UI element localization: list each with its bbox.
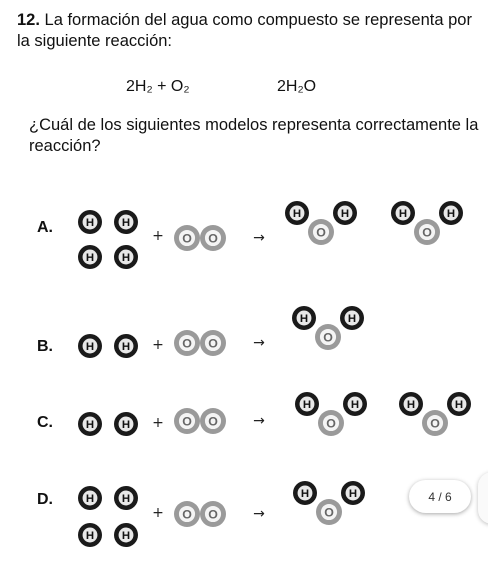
question-prompt: ¿Cuál de los siguientes modelos representa correctamente la reacción?	[29, 116, 479, 155]
atom-label: H	[121, 529, 131, 542]
atom-label: H	[121, 251, 131, 264]
oxygen-atom	[174, 501, 200, 527]
hydrogen-atom	[293, 481, 317, 505]
atom-label: O	[208, 336, 218, 351]
atom-label: H	[121, 418, 131, 431]
hydrogen-atom	[285, 201, 309, 225]
hydrogen-atom	[399, 392, 423, 416]
atom-label: H	[300, 487, 310, 500]
plus-symbol: +	[152, 228, 164, 244]
atom-label: O	[316, 225, 326, 240]
equation-products: 2H₂O	[277, 78, 317, 95]
hydrogen-atom	[343, 392, 367, 416]
oxygen-atom	[200, 330, 226, 356]
hydrogen-atom	[292, 306, 316, 330]
hydrogen-atom	[114, 486, 138, 510]
atom-label: O	[430, 416, 440, 431]
atom-label: O	[326, 416, 336, 431]
hydrogen-atom	[78, 210, 102, 234]
hydrogen-atom	[295, 392, 319, 416]
plus-symbol: +	[152, 415, 164, 431]
oxygen-atom	[422, 410, 448, 436]
atom-label: O	[422, 225, 432, 240]
plus-symbol: +	[152, 505, 164, 521]
plus-symbol: +	[152, 337, 164, 353]
oxygen-atom	[174, 225, 200, 251]
atom-label: H	[340, 207, 350, 220]
oxygen-atom	[315, 324, 341, 350]
hydrogen-atom	[114, 334, 138, 358]
atom-label: H	[85, 216, 95, 229]
hydrogen-atom	[114, 245, 138, 269]
oxygen-atom	[318, 410, 344, 436]
option-d-label: D.	[37, 491, 53, 508]
hydrogen-atom	[439, 201, 463, 225]
oxygen-atom	[200, 408, 226, 434]
oxygen-atom	[174, 408, 200, 434]
option-b-label: B.	[37, 338, 53, 355]
reaction-models-diagram	[0, 190, 488, 584]
atom-label: H	[299, 312, 309, 325]
hydrogen-atom	[447, 392, 471, 416]
oxygen-atom	[316, 499, 342, 525]
atom-label: H	[85, 529, 95, 542]
question-statement: La formación del agua como compuesto se representa por la siguiente reacción:	[17, 11, 472, 50]
atom-label: O	[182, 414, 192, 429]
atom-label: H	[85, 340, 95, 353]
hydrogen-atom	[391, 201, 415, 225]
atom-label: O	[208, 414, 218, 429]
hydrogen-atom	[78, 412, 102, 436]
equation-reactants: 2H₂ + O₂	[126, 78, 190, 95]
atom-label: H	[85, 492, 95, 505]
atom-label: H	[121, 216, 131, 229]
option-a-label: A.	[37, 219, 53, 236]
hydrogen-atom	[114, 523, 138, 547]
hydrogen-atom	[114, 412, 138, 436]
atom-label: O	[323, 330, 333, 345]
hydrogen-atom	[340, 306, 364, 330]
oxygen-atom	[200, 501, 226, 527]
hydrogen-atom	[78, 334, 102, 358]
atom-label: O	[182, 507, 192, 522]
atom-label: H	[347, 312, 357, 325]
reaction-arrow: →	[253, 230, 265, 246]
atom-label: H	[85, 251, 95, 264]
next-page-button[interactable]	[478, 472, 488, 524]
atom-label: O	[182, 231, 192, 246]
option-c-label: C.	[37, 414, 53, 431]
atom-label: H	[121, 492, 131, 505]
hydrogen-atom	[341, 481, 365, 505]
reaction-arrow: →	[253, 413, 265, 429]
reaction-arrow: →	[253, 506, 265, 522]
atom-label: H	[350, 398, 360, 411]
page-indicator: 4 / 6	[409, 480, 471, 513]
oxygen-atom	[308, 219, 334, 245]
hydrogen-atom	[78, 486, 102, 510]
atom-label: H	[121, 340, 131, 353]
atom-label: H	[348, 487, 358, 500]
oxygen-atom	[414, 219, 440, 245]
question-number: 12.	[17, 11, 40, 29]
atom-label: O	[324, 505, 334, 520]
atom-label: H	[446, 207, 456, 220]
hydrogen-atom	[78, 245, 102, 269]
atom-label: H	[85, 418, 95, 431]
oxygen-atom	[200, 225, 226, 251]
atom-label: O	[182, 336, 192, 351]
atom-label: H	[454, 398, 464, 411]
atom-label: H	[398, 207, 408, 220]
hydrogen-atom	[333, 201, 357, 225]
question-text	[17, 10, 482, 52]
hydrogen-atom	[114, 210, 138, 234]
atom-label: O	[208, 231, 218, 246]
atom-label: H	[406, 398, 416, 411]
reaction-arrow: →	[253, 335, 265, 351]
atom-label: H	[302, 398, 312, 411]
atom-label: O	[208, 507, 218, 522]
hydrogen-atom	[78, 523, 102, 547]
oxygen-atom	[174, 330, 200, 356]
atom-label: H	[292, 207, 302, 220]
